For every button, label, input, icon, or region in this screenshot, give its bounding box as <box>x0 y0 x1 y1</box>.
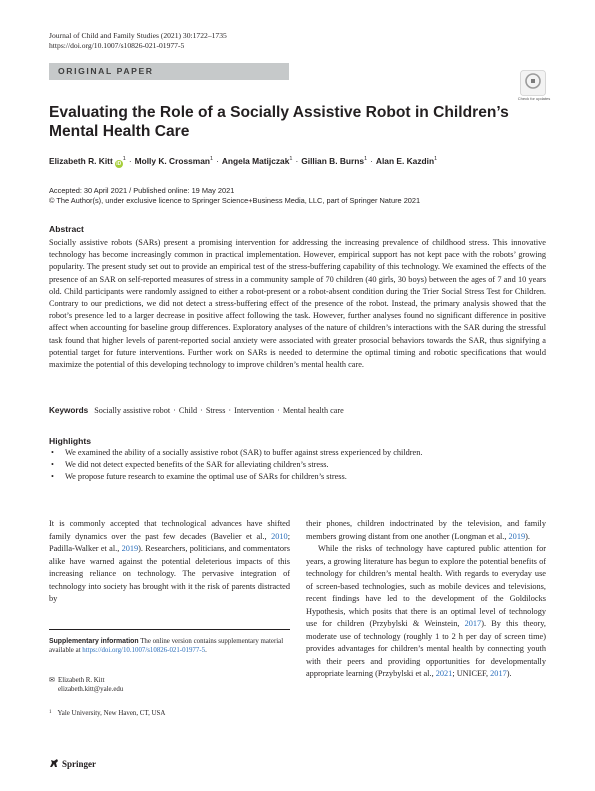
author-3[interactable]: Angela Matijczak$^1$ <box>221 156 293 166</box>
article-type-label: ORIGINAL PAPER <box>58 66 154 76</box>
body-column-right <box>306 518 546 681</box>
author-1[interactable]: Elizabeth R. Kitt $iD^1$ <box>49 156 126 167</box>
accepted-published: Accepted: 30 April 2021 / Published online: 19 May 2021 <box>49 186 235 195</box>
keyword-2: Child <box>178 406 198 415</box>
journal-citation: Journal of Child and Family Studies (2021) 30:1722–1735 <box>49 31 227 40</box>
citation-link[interactable]: 2021 <box>435 669 453 678</box>
citation-link[interactable]: 2017 <box>490 669 507 678</box>
orcid-icon[interactable]: iD <box>116 161 122 167</box>
keyword-1: Socially assistive robot <box>94 406 171 415</box>
body-column-left <box>49 518 290 606</box>
affiliation: $^1$ Yale University, New Haven, CT, USA <box>49 710 166 717</box>
body-paragraph: their phones, children indoctrinated by the television, and family members growing distant from one another (Longman et al., 2019). <box>306 519 546 541</box>
journal-doi[interactable]: https://doi.org/10.1007/s10826-021-01977-5 <box>49 41 185 50</box>
check-for-updates-label: Check for updates <box>517 96 551 101</box>
body-paragraph: While the risks of technology have captured public attention for years, a growing literature has begun to explore the potential benefits of technology for children’s mental health. With regards to everyday use of screen-based technologies, such as mobile devices and televisions, recent findings have led to the development of the Goldilocks Hypothesis, which posits that there is an optimal level of technology use for children (Przybylski & Weinstein, 2017). By this theory, moderate use of technology (roughly 1 to 2 h per day of screen time) provides advantages for children’s mental health by connecting youth with their peers and providing opportunities for developmentally appropriate learning (Przybylski et al., 2021; UNICEF, 2017). <box>306 544 546 678</box>
author-5[interactable]: Alan E. Kazdin$^1$ <box>375 156 438 166</box>
abstract-text: Socially assistive robots (SARs) present a promising intervention for addressing the increasing prevalence of childhood stress. This innovative technology has become increasingly common in practical implementation. However, empirical support has not kept pace with the robots’ growing popularity. The present study set out to provide an empirical test of the stress-buffering capability of this technology. We examined the effects of the presence of an SAR on self-reported measures of stress in a community sample of 70 children (40 girls, 30 boys) between the ages of 7 and 10 years old. Child participants were randomly assigned to either a robot-present or a robot-absent condition during the Trier Social Stress Test for Children. Contrary to our predictions, we did not detect a stress-buffering effect of the presence of the robot. Instead, the primary analysis showed that the robot’s presence led to a larger decrease in positive affect following the task. However, further analyses found no significant difference in positive affect when accounting for baseline group differences. Exploratory analyses of the nature of children’s interactions with the SAR during the stressful task found that higher levels of parent-reported social anxiety were associated with greater prosocial behaviors towards the SAR, thus signifying a potential target for future interventions. Further work on SARs is needed to determine the optimal timing and robotic specifications that would maximize the potential of this developing technology to improve children’s mental health care. <box>49 238 546 370</box>
citation-link[interactable]: 2010 <box>271 531 288 541</box>
highlight-item: • We propose future research to examine the optimal use of SARs for children’s stress. <box>51 472 347 481</box>
supplementary-note: Supplementary information The online version contains supplementary material available at https://doi.org/10.1007/s10826-021-01977-5. <box>49 638 284 655</box>
corresponding-name: Elizabeth R. Kitt <box>58 677 105 684</box>
footnote-divider <box>49 629 290 630</box>
copyright-line: © The Author(s), under exclusive licence to Springer Science+Business Media, LLC, part of Springer Nature 2021 <box>49 196 421 205</box>
citation-link[interactable]: 2017 <box>464 619 482 628</box>
publisher-footer <box>49 758 96 770</box>
keywords-label: Keywords <box>49 406 89 415</box>
abstract-heading: Abstract <box>49 224 84 234</box>
corresponding-author <box>49 676 123 694</box>
citation-link[interactable]: 2019 <box>508 531 526 541</box>
envelope-icon: ✉ <box>49 677 55 684</box>
keyword-3: Stress <box>205 406 226 415</box>
publication-dates <box>49 186 420 206</box>
highlight-item: • We examined the ability of a socially assistive robot (SAR) to buffer against stress experienced by children. <box>51 448 423 457</box>
highlights-heading: Highlights <box>49 436 92 446</box>
highlight-item: • We did not detect expected benefits of the SAR for alleviating children’s stress. <box>51 460 329 469</box>
author-4[interactable]: Gillian B. Burns$^1$ <box>301 156 368 166</box>
keywords: Keywords Socially assistive robot · Child · Stress · Intervention · Mental health care <box>49 406 344 415</box>
springer-horse-icon <box>49 758 60 768</box>
author-list: Elizabeth R. Kitt $iD^1$ · Molly K. Crossman$^1$ · Angela Matijczak$^1$ · Gillian B. Burns$^1$ · Alan E. Kazdin$^1$ <box>49 156 438 167</box>
keyword-5: Mental health care <box>282 406 344 415</box>
author-2[interactable]: Molly K. Crossman$^1$ <box>134 156 214 166</box>
article-title: Evaluating the Role of a Socially Assistive Robot in Children’s Mental Health Care <box>49 104 509 140</box>
supplementary-link[interactable]: https://doi.org/10.1007/s10826-021-01977-5 <box>82 647 206 655</box>
check-for-updates-icon[interactable] <box>520 70 546 96</box>
highlights-list <box>49 447 546 483</box>
keyword-4: Intervention <box>234 406 275 415</box>
corresponding-email[interactable]: elizabeth.kitt@yale.edu <box>58 686 124 694</box>
journal-header <box>49 31 227 51</box>
citation-link[interactable]: 2019 <box>121 544 139 553</box>
publisher-name: Springer <box>62 759 97 769</box>
body-paragraph: It is commonly accepted that technological advances have shifted family dynamics over the past few decades (Bavelier et al., 2010; Padilla-Walker et al., 2019). Researchers, politicians, and commentators alike have warned against the potential deleterious impacts of this increasing reliance on technology. The pervasive integration of technology into society has brought with it the risk of parents distracted by <box>49 519 290 603</box>
